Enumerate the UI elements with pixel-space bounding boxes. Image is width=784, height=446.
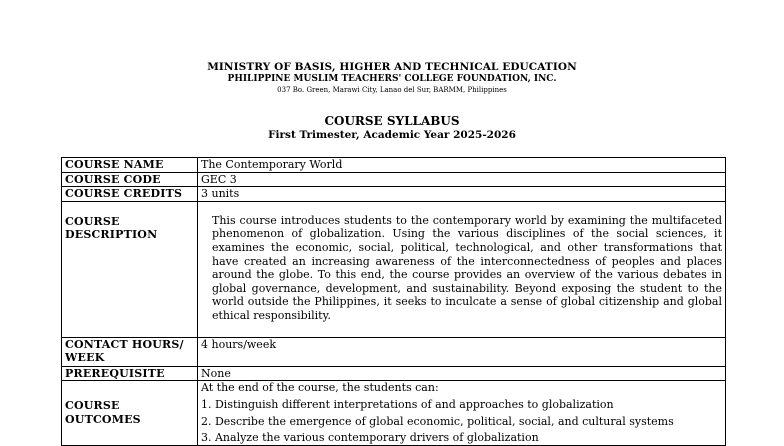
course-outcomes-label: [62, 381, 198, 445]
course-outcomes-value: [198, 381, 726, 445]
college-address: 037 Bo. Green, Marawi City, Lanao del Sur, BARMM, Philippines: [277, 86, 507, 94]
syllabus-table: [61, 157, 726, 446]
table-row: [62, 366, 726, 381]
course-name-value: The Contemporary World: [198, 158, 726, 173]
course-description-label-line1: COURSE: [65, 214, 120, 228]
course-description-label: [62, 201, 198, 337]
table-row: [62, 381, 726, 445]
syllabus-title: COURSE SYLLABUS: [324, 114, 460, 128]
syllabus-term: First Trimester, Academic Year 2025-2026: [268, 129, 516, 141]
prerequisite-value: None: [198, 366, 726, 381]
course-code-label: COURSE CODE: [62, 172, 198, 187]
course-outcomes-label-line2: OUTCOMES: [65, 413, 141, 427]
table-row: [62, 158, 726, 173]
table-row: [62, 337, 726, 366]
course-description-value: This course introduces students to the contemporary world by examining the multifaceted phenomenon of globalization. Using the various disciplines of the social sciences, it examines the economic, social, political, technological, and other transformations that have created an increasing awareness of the interconnectedness of peoples and places around the globe. To this end, the course provides an overview of the various debates in global governance, development, and sustainability. Beyond exposing the student to the world outside the Philippines, it seeks to inculcate a sense of global citizenship and global ethical responsibility.: [198, 201, 726, 337]
table-row: [62, 201, 726, 337]
course-code-value: GEC 3: [198, 172, 726, 187]
contact-hours-label-line2: WEEK: [65, 351, 105, 365]
list-item: 3. Analyze the various contemporary drivers of globalization: [201, 431, 539, 445]
table-row: [62, 187, 726, 202]
course-credits-label: COURSE CREDITS: [62, 187, 198, 202]
course-credits-value: 3 units: [198, 187, 726, 202]
list-item: 1. Distinguish different interpretations of and approaches to globalization: [201, 397, 614, 411]
table-row: [62, 172, 726, 187]
contact-hours-label: [62, 337, 198, 366]
contact-hours-value: 4 hours/week: [198, 337, 726, 366]
list-item: 2. Describe the emergence of global economic, political, social, and cultural systems: [201, 414, 674, 428]
prerequisite-label: PREREQUISITE: [62, 366, 198, 381]
college-heading: PHILIPPINE MUSLIM TEACHERS' COLLEGE FOUNDATION, INC.: [227, 74, 557, 84]
ministry-heading: MINISTRY OF BASIS, HIGHER AND TECHNICAL EDUCATION: [207, 61, 577, 73]
course-name-label: COURSE NAME: [62, 158, 198, 173]
contact-hours-label-line1: CONTACT HOURS/: [65, 337, 184, 351]
course-outcomes-intro: At the end of the course, the students can:: [201, 381, 439, 395]
course-outcomes-label-line1: COURSE: [65, 399, 120, 413]
course-description-label-line2: DESCRIPTION: [65, 228, 158, 242]
